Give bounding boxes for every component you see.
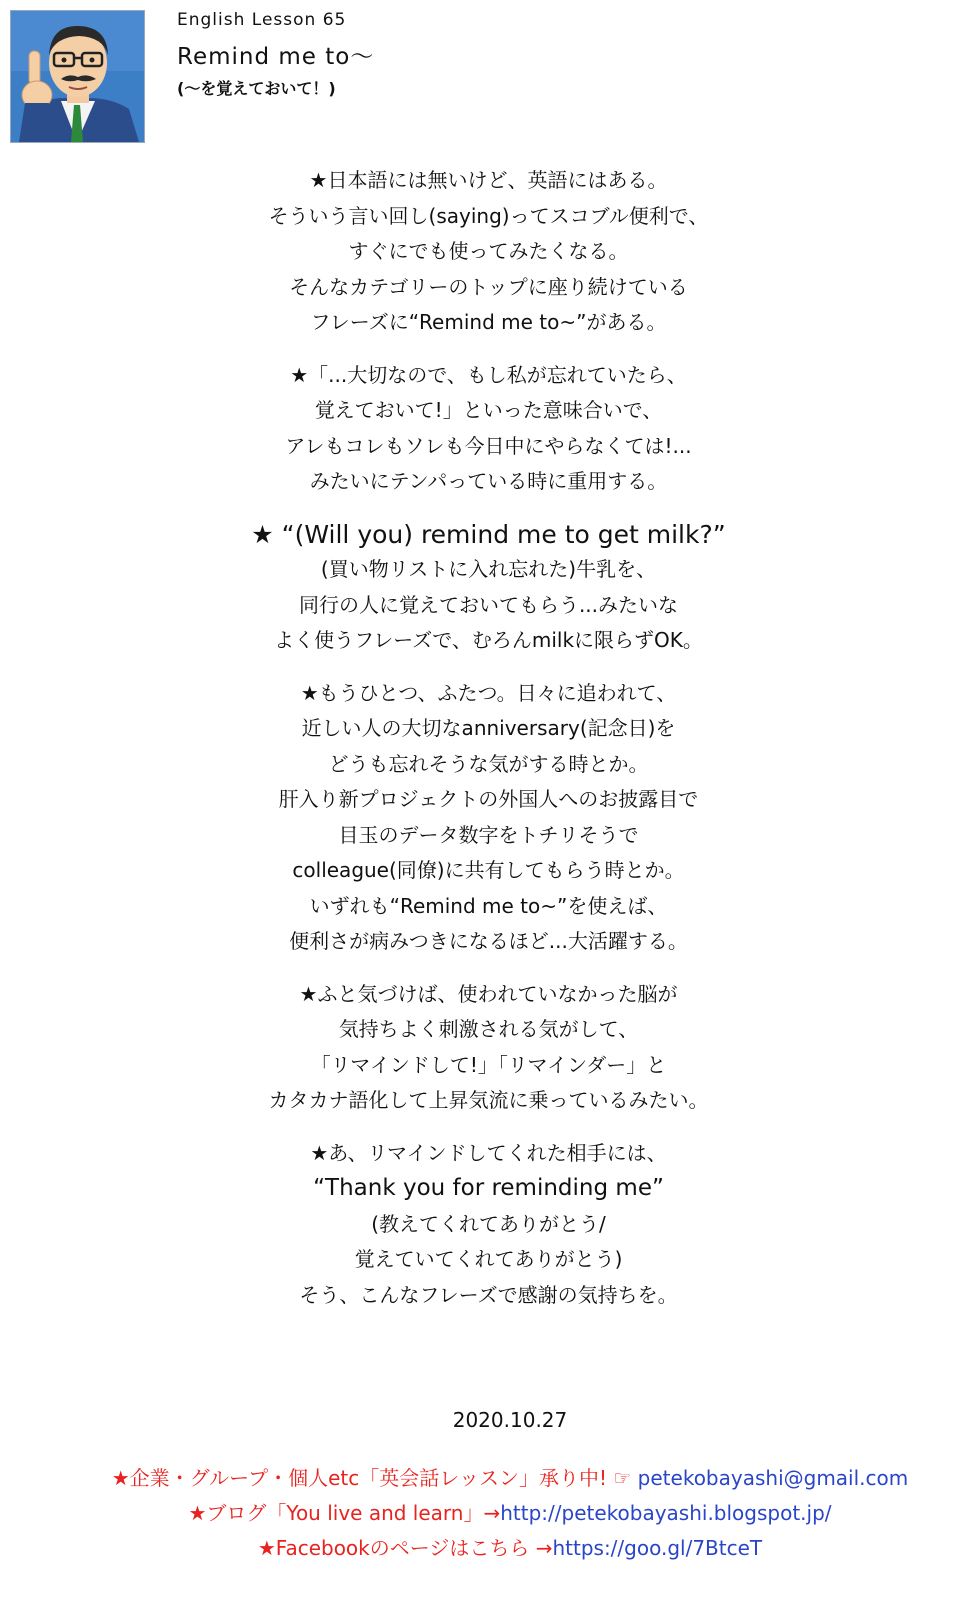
lesson-subtitle: (〜を覚えておいて！) [177,79,336,98]
paragraph-line: そういう言い回し(saying)ってスコブル便利で、 [268,203,709,228]
paragraph-line: すぐにでも使ってみたくなる。 [348,239,629,263]
paragraph-line: 近しい人の大切なanniversary(記念日)を [301,716,676,740]
paragraph-line: どうも忘れそうな気がする時とか。 [328,751,649,776]
teacher-avatar [10,10,145,143]
paragraph-line: よく使うフレーズで、むろんmilkに限らずOK。 [274,628,703,652]
footer-blog-line [0,1496,977,1531]
paragraph-line: 肝入り新プロジェクトの外国人へのお披露目で [278,787,699,811]
paragraph-line: 気持ちよく刺激される気がして、 [338,1017,639,1041]
teacher-illustration-icon [11,11,144,142]
paragraph-line: そんなカテゴリーのトップに座り続けている [289,274,688,299]
paragraph-line: ★日本語には無いけど、英語にはある。 [309,168,668,192]
footer [0,1461,977,1566]
lesson-header [177,8,374,100]
lesson-title: Remind me to〜 [177,44,375,70]
paragraph-6 [0,1136,977,1314]
paragraph-line: そう、こんなフレーズで感謝の気持ちを。 [299,1282,678,1307]
lesson-offer-text: ★企業・グループ・個人etc「英会話レッスン」承り中! ☞ [111,1466,638,1490]
facebook-link[interactable]: https://goo.gl/7BtceT [552,1536,763,1560]
blog-link[interactable]: http://petekobayashi.blogspot.jp/ [500,1501,832,1525]
paragraph-4 [0,676,977,960]
paragraph-line: 「リマインドして!」「リマインダー」と [310,1052,667,1077]
paragraph-line: アレもコレもソレも今日中にやらなくては!... [285,433,692,458]
example-phrase: “Thank you for reminding me” [313,1175,664,1201]
lesson-number: English Lesson 65 [177,10,347,30]
paragraph-line: 覚えておいて!」といった意味合いで、 [314,398,663,422]
footer-lesson-line [0,1461,977,1496]
paragraph-line: 便利さが病みつきになるほど...大活躍する。 [289,929,688,953]
paragraph-line: ★あ、リマインドしてくれた相手には、 [310,1140,667,1165]
email-link[interactable]: petekobayashi@gmail.com [637,1466,909,1490]
paragraph-line: ★もうひとつ、ふたつ。日々に追われて、 [300,680,677,705]
post-date: 2020.10.27 [452,1408,568,1432]
paragraph-2 [0,358,977,500]
paragraph-line: いずれも“Remind me to~”を使えば、 [309,893,668,918]
paragraph-line: 同行の人に覚えておいてもらう...みたいな [298,592,679,617]
paragraph-line: みたいにテンパっている時に重用する。 [309,469,668,493]
blog-text: ★ブログ「You live and learn」→ [188,1501,501,1525]
facebook-text: ★Facebookのページはこちら → [257,1536,553,1560]
paragraph-line: ★ふと気づけば、使われていなかった脳が [299,981,678,1006]
paragraph-line: (買い物リストに入れ忘れた)牛乳を、 [320,557,657,581]
lesson-body [0,163,977,1330]
example-phrase: ★ “(Will you) remind me to get milk?” [251,519,726,549]
paragraph-line: フレーズに“Remind me to~”がある。 [310,310,667,334]
footer-facebook-line [0,1531,977,1566]
paragraph-line: 覚えていてくれてありがとう) [354,1247,623,1271]
paragraph-1 [0,163,977,341]
paragraph-line: (教えてくれてありがとう/ [371,1211,606,1236]
paragraph-line: colleague(同僚)に共有してもらう時とか。 [292,858,685,882]
paragraph-3 [0,517,977,659]
paragraph-5 [0,977,977,1119]
paragraph-line: カタカナ語化して上昇気流に乗っているみたい。 [268,1088,709,1112]
paragraph-line: ★「...大切なので、もし私が忘れていたら、 [290,362,687,387]
paragraph-line: 目玉のデータ数字をトチリそうで [338,822,639,847]
